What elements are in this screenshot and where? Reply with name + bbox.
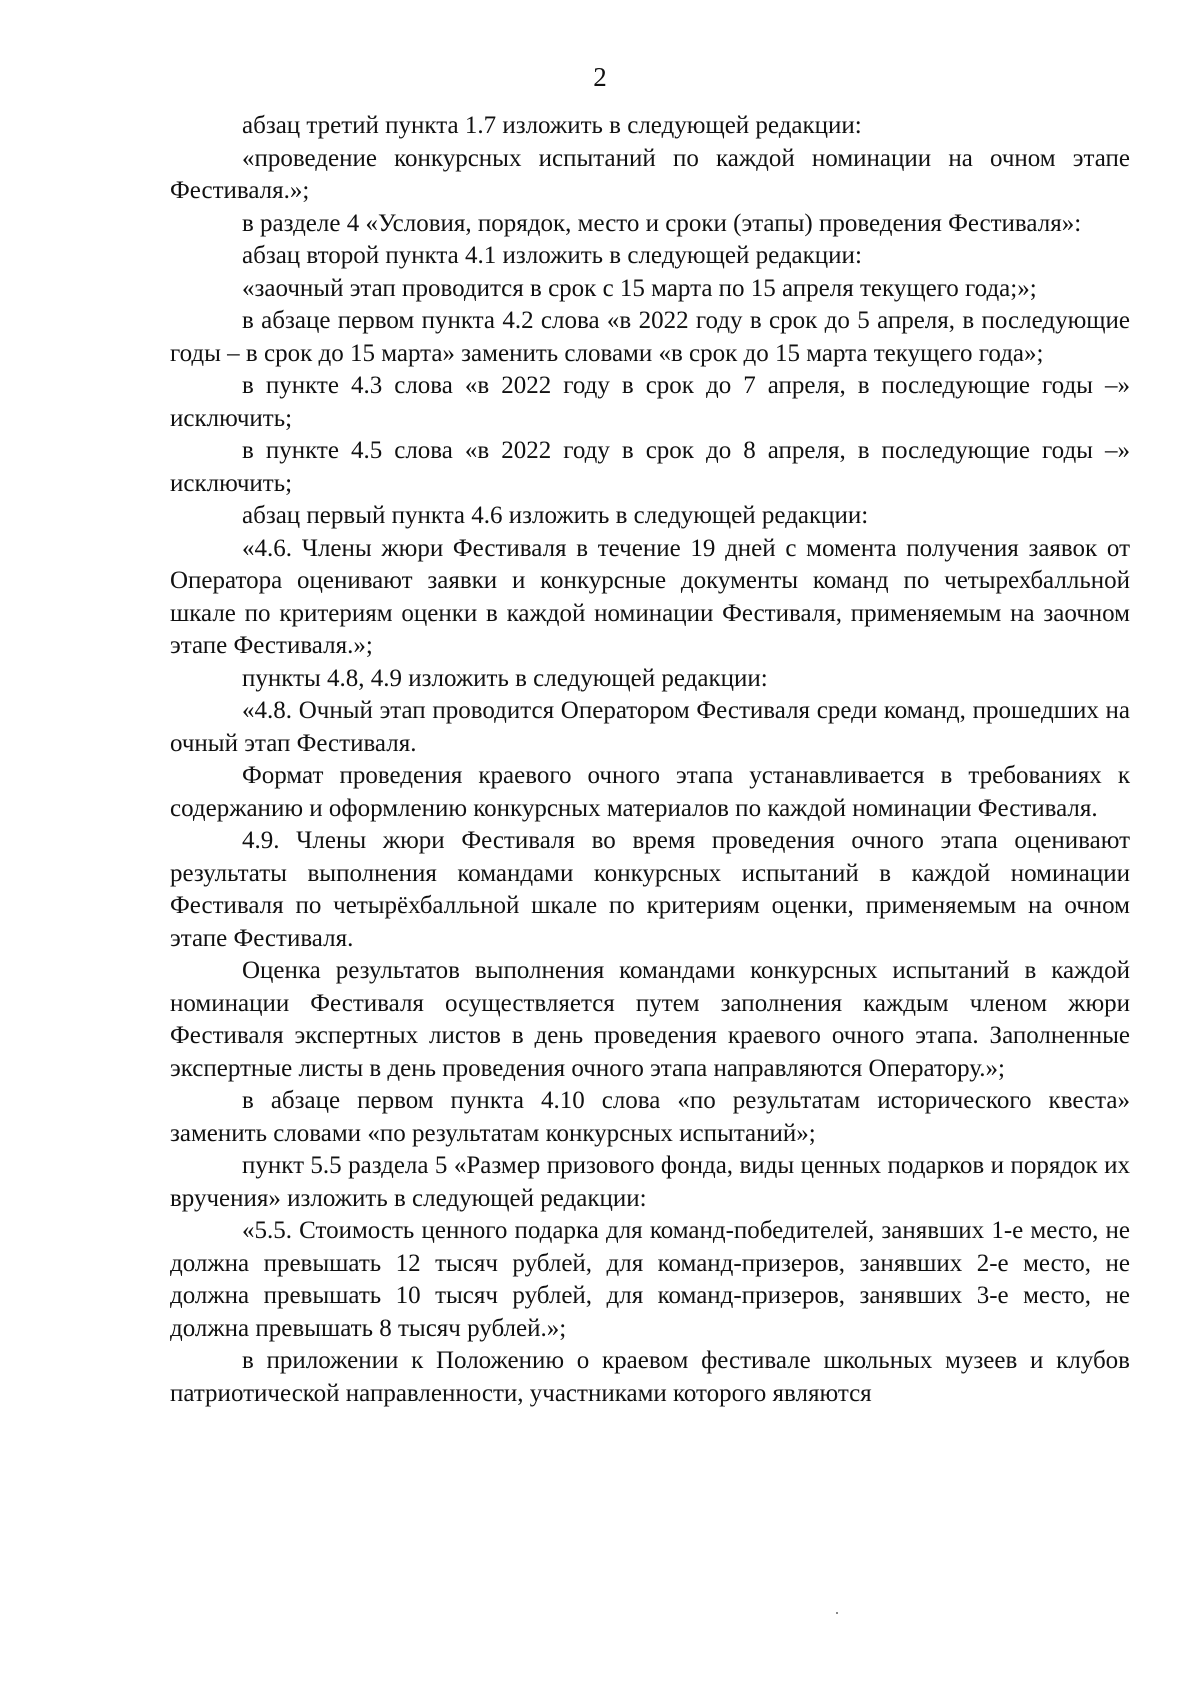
paragraph: «5.5. Стоимость ценного подарка для команд-победителей, занявших 1-е место, не должна превышать 12 тысяч рублей, для команд-призеров, занявших 2-е место, не должна превышать 10 тысяч рублей, для команд-призеров, занявших 3-е место, не должна превышать 8 тысяч рублей.»;: [170, 1217, 1130, 1342]
paragraph: «заочный этап проводится в срок с 15 марта по 15 апреля текущего года;»;: [242, 274, 1037, 302]
paragraph: абзац первый пункта 4.6 изложить в следующей редакции:: [242, 502, 869, 529]
paragraph: в абзаце первом пункта 4.2 слова «в 2022 году в срок до 5 апреля, в последующие годы – в срок до 15 марта» заменить словами «в срок до 15 марта текущего года»;: [170, 307, 1130, 367]
paragraph: абзац второй пункта 4.1 изложить в следующей редакции:: [242, 242, 862, 269]
paragraph: «4.6. Члены жюри Фестиваля в течение 19 дней с момента получения заявок от Оператора оценивают заявки и конкурсные документы команд по четырехбалльной шкале по критериям оценки в каждой номинации Фестиваля, применяемым на заочном этапе Фестиваля.»;: [170, 534, 1130, 659]
paragraph: Формат проведения краевого очного этапа устанавливается в требованиях к содержанию и оформлению конкурсных материалов по каждой номинации Фестиваля.: [170, 762, 1130, 822]
paragraph: 4.9. Члены жюри Фестиваля во время проведения очного этапа оценивают результаты выполнения командами конкурсных испытаний в каждой номинации Фестиваля по четырёхбалльной шкале по критериям оценки, применяемым на очном этапе Фестиваля.: [170, 827, 1130, 952]
paragraph: в абзаце первом пункта 4.10 слова «по результатам исторического квеста» заменить словами «по результатам конкурсных испытаний»;: [170, 1087, 1130, 1147]
paragraph: в приложении к Положению о краевом фестивале школьных музеев и клубов патриотической направленности, участниками которого являются: [170, 1347, 1130, 1407]
paragraph: Оценка результатов выполнения командами конкурсных испытаний в каждой номинации Фестиваля осуществляется путем заполнения каждым членом жюри Фестиваля экспертных листов в день проведения краевого очного этапа. Заполненные экспертные листы в день проведения очного этапа направляются Оператору.»;: [170, 957, 1130, 1082]
paragraph: абзац третий пункта 1.7 изложить в следующей редакции:: [242, 112, 862, 139]
paragraph: «4.8. Очный этап проводится Оператором Фестиваля среди команд, прошедших на очный этап Фестиваля.: [170, 697, 1130, 757]
page-number: 2: [593, 62, 607, 92]
scan-speck: [836, 1612, 838, 1614]
paragraph: «проведение конкурсных испытаний по каждой номинации на очном этапе Фестиваля.»;: [170, 144, 1130, 204]
paragraph: пункт 5.5 раздела 5 «Размер призового фонда, виды ценных подарков и порядок их вручения» изложить в следующей редакции:: [170, 1152, 1130, 1212]
paragraph: в разделе 4 «Условия, порядок, место и сроки (этапы) проведения Фестиваля»:: [242, 209, 1082, 237]
paragraph: в пункте 4.3 слова «в 2022 году в срок до 7 апреля, в последующие годы –» исключить;: [170, 372, 1130, 432]
document-body: [170, 110, 1130, 1410]
paragraph: в пункте 4.5 слова «в 2022 году в срок до 8 апреля, в последующие годы –» исключить;: [170, 437, 1130, 497]
paragraph: пункты 4.8, 4.9 изложить в следующей редакции:: [242, 664, 768, 692]
